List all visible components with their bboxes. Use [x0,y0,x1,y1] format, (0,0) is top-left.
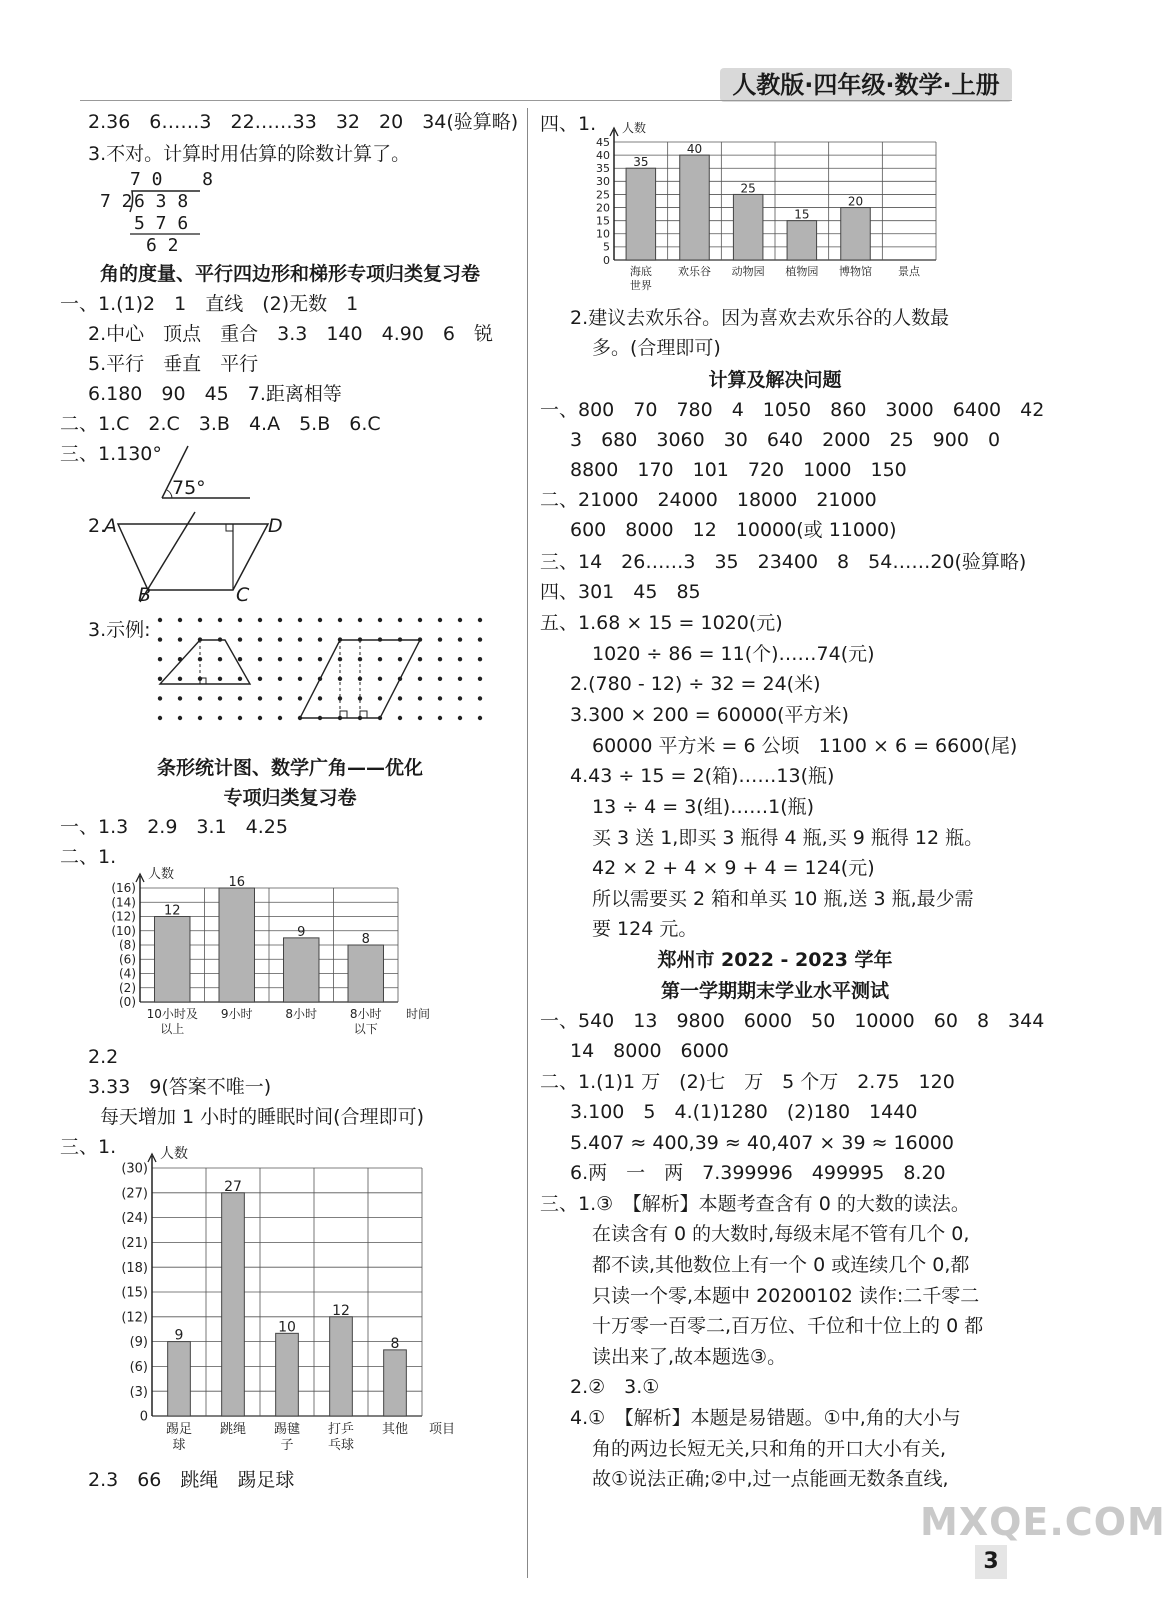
grid-dot [478,696,482,700]
section-title: 郑州市 2022 - 2023 学年 [657,949,893,971]
grid-dot [418,657,422,661]
y-tick-label: 0 [139,1409,148,1425]
y-tick-label: 0 [603,253,610,267]
y-axis-label: 人数 [160,1146,188,1162]
grid-dot [218,677,222,681]
grid-dot [258,637,262,641]
vertex-label-b: B [138,584,152,606]
x-tick-label: 欢乐谷 [678,265,711,278]
answer-line: 二、1.(1)1 万 (2)七 万 5 个万 2.75 120 [540,1071,955,1093]
answer-line: 每天增加 1 小时的睡眠时间(合理即可) [100,1106,424,1128]
grid-dot [258,618,262,622]
grid-dot [438,716,442,720]
grid-dot [378,618,382,622]
y-tick-label: 10 [596,227,610,241]
y-tick-label: (12) [121,1310,148,1326]
sleep-bar-chart [100,836,460,1046]
y-tick-label: (16) [111,881,136,896]
bar [330,1317,353,1416]
answer-line: 8800 170 101 720 1000 150 [570,459,907,481]
bar [384,1350,407,1416]
grid-dot [178,696,182,700]
answer-line: 3 680 3060 30 640 2000 25 900 0 [570,429,1001,451]
x-tick-label: 9小时 [220,1007,253,1021]
grid-dot [298,677,302,681]
division-dividend: 6 3 8 [134,191,189,212]
answer-line: 三、14 26……3 35 23400 8 54……20(验算略) [540,551,1027,573]
y-tick-label: 25 [596,188,610,202]
grid-dot [458,696,462,700]
answer-line: 一、800 70 780 4 1050 860 3000 6400 42 [540,399,1045,421]
x-tick-label: 踢足 [165,1422,193,1437]
answer-line: 2.中心 顶点 重合 3.3 140 4.90 6 锐 [88,323,494,345]
answer-line: 十万零一百零二,百万位、千位和十位上的 0 都 [592,1315,984,1337]
activity-bar-chart [96,1130,476,1470]
grid-dot [238,657,242,661]
answer-line: 13 ÷ 4 = 3(组)……1(瓶) [592,796,815,818]
x-tick-label: 球 [172,1438,186,1453]
division-remainder: 6 2 [146,235,179,256]
x-tick-label: 其他 [381,1422,409,1437]
answer-line: 2.36 6……3 22……33 32 20 34(验算略) [88,111,519,133]
grid-dot [238,677,242,681]
y-tick-label: (9) [129,1335,148,1351]
grid-dot [258,696,262,700]
section-title: 第一学期期末学业水平测试 [660,980,889,1002]
answer-line: 2.(780 - 12) ÷ 32 = 24(米) [570,673,821,695]
grid-dot [218,716,222,720]
x-tick-label: 世界 [629,279,652,292]
y-tick-label: (18) [121,1260,148,1276]
grid-dot [258,657,262,661]
grid-dot [458,637,462,641]
grid-dot [458,618,462,622]
y-tick-label: (14) [111,895,136,910]
grid-dot [318,696,322,700]
grid-dot [298,657,302,661]
grid-dot [278,637,282,641]
answer-line: 三、1.130° [60,443,162,465]
division-quotient: 7 0 8 [130,169,214,190]
answer-line: 都不读,其他数位上有一个 0 或连续几个 0,都 [592,1254,970,1276]
grid-dot [158,637,162,641]
grid-dot [178,716,182,720]
x-tick-label: 植物园 [785,265,819,278]
vertex-label-d: D [268,515,283,537]
grid-dot [278,696,282,700]
bar-value-label: 10 [278,1319,296,1336]
vertex-label-a: A [104,515,117,537]
grid-dot [398,618,402,622]
answer-line: 2. [88,515,107,537]
answer-line: 5.407 ≈ 400,39 ≈ 40,407 × 39 ≈ 16000 [570,1132,954,1154]
answer-line: 14 8000 6000 [570,1040,729,1062]
x-tick-label: 10小时及 [146,1007,198,1021]
grid-dot [478,716,482,720]
answer-line: 2.建议去欢乐谷。因为喜欢去欢乐谷的人数最 [570,307,950,329]
grid-dot [478,637,482,641]
bar [276,1333,299,1416]
grid-dot [258,716,262,720]
grid-dot [318,618,322,622]
grid-dot [478,618,482,622]
answer-line: 一、1.(1)2 1 直线 (2)无数 1 [60,293,359,315]
y-tick-label: (3) [129,1384,148,1400]
x-tick-label: 动物园 [731,265,765,278]
y-tick-label: 35 [596,162,610,176]
y-tick-label: (4) [119,966,136,981]
answer-line: 三、1.③ 【解析】本题考查含有 0 的大数的读法。 [540,1193,970,1215]
x-tick-label: 以下 [353,1022,378,1036]
grid-dot [478,677,482,681]
vertex-label-c: C [236,584,250,606]
answer-line: 买 3 送 1,即买 3 瓶得 4 瓶,买 9 瓶得 12 瓶。 [592,827,984,849]
grid-dot [158,657,162,661]
dot-grid-figure [150,612,480,732]
y-tick-label: (8) [119,938,136,953]
grid-dot [158,618,162,622]
grid-dot [418,716,422,720]
grid-dot [318,657,322,661]
grid-dot [238,618,242,622]
bar-value-label: 9 [297,924,306,940]
grid-dot [298,696,302,700]
x-axis-label: 项目 [428,1422,456,1437]
answer-line: 3.300 × 200 = 60000(平方米) [570,704,849,726]
x-tick-label: 8小时 [349,1007,382,1021]
y-tick-label: 15 [596,214,610,228]
answer-line: 600 8000 12 10000(或 11000) [570,519,897,541]
answer-line: 5.平行 垂直 平行 [88,353,259,375]
answer-line: 2.② 3.① [570,1376,660,1398]
y-tick-label: (2) [119,980,136,995]
answer-line: 6.180 90 45 7.距离相等 [88,383,342,405]
y-axis-label: 人数 [148,867,175,882]
bar-value-label: 27 [224,1178,242,1195]
grid-dot [358,618,362,622]
x-tick-label: 子 [280,1438,294,1453]
grid-dot [278,657,282,661]
y-tick-label: 5 [603,240,610,254]
division-divisor: 7 2 [100,191,133,212]
grid-dot [438,657,442,661]
y-tick-label: 45 [596,135,610,149]
bar-value-label: 40 [686,142,703,157]
answer-line: 四、301 45 85 [540,581,701,603]
y-tick-label: (30) [121,1161,148,1177]
grid-dot [198,696,202,700]
grid-dot [298,618,302,622]
answer-line: 二、21000 24000 18000 21000 [540,489,877,511]
answer-line: 三、1. [60,1136,117,1158]
division-product: 5 7 6 [134,213,189,234]
answer-line: 二、1.C 2.C 3.B 4.A 5.B 6.C [60,413,381,435]
bar [155,917,190,1003]
grid-dot [218,657,222,661]
book-header: 人教版·四年级·数学·上册 [720,68,1012,102]
bar-value-label: 20 [847,194,864,209]
bar-value-label: 16 [228,875,246,890]
grid-dot [278,716,282,720]
answer-line: 在读含有 0 的大数时,每级末尾不管有几个 0, [592,1223,970,1245]
grid-dot [218,696,222,700]
grid-dot [458,716,462,720]
grid-dot [418,618,422,622]
bar-value-label: 12 [332,1302,350,1319]
x-tick-label: 以上 [160,1022,185,1036]
grid-dot [418,677,422,681]
y-tick-label: (6) [119,952,136,967]
grid-dot [158,696,162,700]
grid-dot [158,677,162,681]
x-tick-label: 海底 [629,265,652,278]
bar-value-label: 15 [794,207,810,222]
grid-dot [278,677,282,681]
bar [284,938,319,1002]
answer-line: 四、1. [540,113,597,135]
answer-line: 42 × 2 + 4 × 9 + 4 = 124(元) [592,857,875,879]
long-division [100,168,214,258]
section-title: 计算及解决问题 [708,369,842,391]
grid-dot [438,696,442,700]
grid-dot [198,716,202,720]
answer-line: 故①说法正确;②中,过一点能画无数条直线, [592,1468,949,1490]
section-title: 条形统计图、数学广角——优化 [156,757,423,779]
answer-line: 只读一个零,本题中 20200102 读作:二千零二 [592,1285,980,1307]
grid-dot [438,618,442,622]
grid-dot [238,716,242,720]
grid-dot [178,637,182,641]
watermark-logo: MXQE.COM [920,1500,1166,1544]
x-axis-label: 景点 [898,265,920,278]
grid-dot [278,618,282,622]
answer-line: 60000 平方米 = 6 公顷 1100 × 6 = 6600(尾) [592,735,1018,757]
answer-line: 角的两边长短无关,只和角的开口大小有关, [592,1438,947,1460]
grid-dot [338,618,342,622]
x-axis-label: 时间 [405,1007,431,1021]
grid-dot [398,696,402,700]
bar-value-label: 8 [361,932,370,947]
bar [168,1342,191,1416]
grid-dot [158,716,162,720]
x-tick-label: 踢毽 [273,1422,301,1437]
bar [219,888,254,1002]
y-tick-label: 30 [596,175,610,189]
grid-dot [378,696,382,700]
answer-line: 一、540 13 9800 6000 50 10000 60 8 344 [540,1010,1045,1032]
grid-dot [438,637,442,641]
grid-dot [298,637,302,641]
division-bracket [100,168,210,258]
x-tick-label: 8小时 [285,1007,318,1021]
grid-dot [458,657,462,661]
header-rule [80,100,1012,101]
grid-dot [398,657,402,661]
scenic-spot-bar-chart [580,106,980,296]
grid-dot [258,677,262,681]
bar-value-label: 9 [174,1327,184,1344]
y-tick-label: (12) [111,909,136,924]
bar [626,168,656,260]
answer-line: 2.2 [88,1046,119,1068]
bar [680,155,710,260]
answer-line: 3.100 5 4.(1)1280 (2)180 1440 [570,1101,918,1123]
answer-line: 2.3 66 跳绳 踢足球 [88,1469,295,1491]
page-number: 3 [975,1545,1007,1579]
grid-dot [438,677,442,681]
x-tick-label: 打乒 [327,1422,355,1437]
grid-dot [478,657,482,661]
answer-line: 3.33 9(答案不唯一) [88,1076,272,1098]
answer-line: 所以需要买 2 箱和单买 10 瓶,送 3 瓶,最少需 [592,888,974,910]
y-tick-label: (6) [129,1359,148,1375]
grid-dot [198,618,202,622]
x-tick-label: 跳绳 [219,1422,247,1437]
answer-line: 一、1.3 2.9 3.1 4.25 [60,816,288,838]
answer-line: 4.43 ÷ 15 = 2(箱)……13(瓶) [570,765,835,787]
answer-line: 3.示例: [88,619,151,641]
y-tick-label: 20 [596,201,610,215]
grid-dot [238,637,242,641]
x-tick-label: 乓球 [327,1438,355,1453]
answer-line: 3.不对。计算时用估算的除数计算了。 [88,143,411,165]
y-tick-label: (15) [121,1285,148,1301]
x-tick-label: 博物馆 [839,265,872,278]
grid-dot [318,637,322,641]
bar-value-label: 25 [740,181,756,196]
grid-dot [178,618,182,622]
bar-value-label: 35 [633,155,649,170]
y-tick-label: (10) [111,923,136,938]
y-axis-label: 人数 [622,121,647,135]
bar [841,208,871,260]
section-title: 角的度量、平行四边形和梯形专项归类复习卷 [99,263,480,285]
section-title: 专项归类复习卷 [223,787,357,809]
answer-line: 要 124 元。 [592,918,698,940]
grid-dot [238,696,242,700]
grid-dot [378,657,382,661]
trapezoid-figure [100,510,290,605]
y-tick-label: (27) [121,1186,148,1202]
bar-value-label: 8 [390,1335,400,1352]
grid-dot [398,716,402,720]
bar [222,1193,245,1416]
grid-dot [378,677,382,681]
y-tick-label: (24) [121,1211,148,1227]
y-tick-label: 40 [596,148,610,162]
bar [787,221,817,260]
grid-dot [218,618,222,622]
grid-dot [178,677,182,681]
angle-label: 75° [172,477,206,499]
grid-dot [418,696,422,700]
y-tick-label: (21) [121,1235,148,1251]
answer-line: 多。(合理即可) [592,337,721,359]
answer-line: 五、1.68 × 15 = 1020(元) [540,612,783,634]
bar-value-label: 12 [163,903,181,919]
bar [348,945,383,1002]
answer-line: 二、1. [60,846,117,868]
column-divider [527,108,528,1578]
answer-line: 4.① 【解析】本题是易错题。①中,角的大小与 [570,1407,961,1429]
answer-line: 读出来了,故本题选③。 [592,1346,787,1368]
grid-dot [458,677,462,681]
y-tick-label: (0) [119,995,136,1010]
bar [733,194,763,260]
answer-line: 6.两 一 两 7.399996 499995 8.20 [570,1162,946,1184]
answer-line: 1020 ÷ 86 = 11(个)……74(元) [592,643,875,665]
